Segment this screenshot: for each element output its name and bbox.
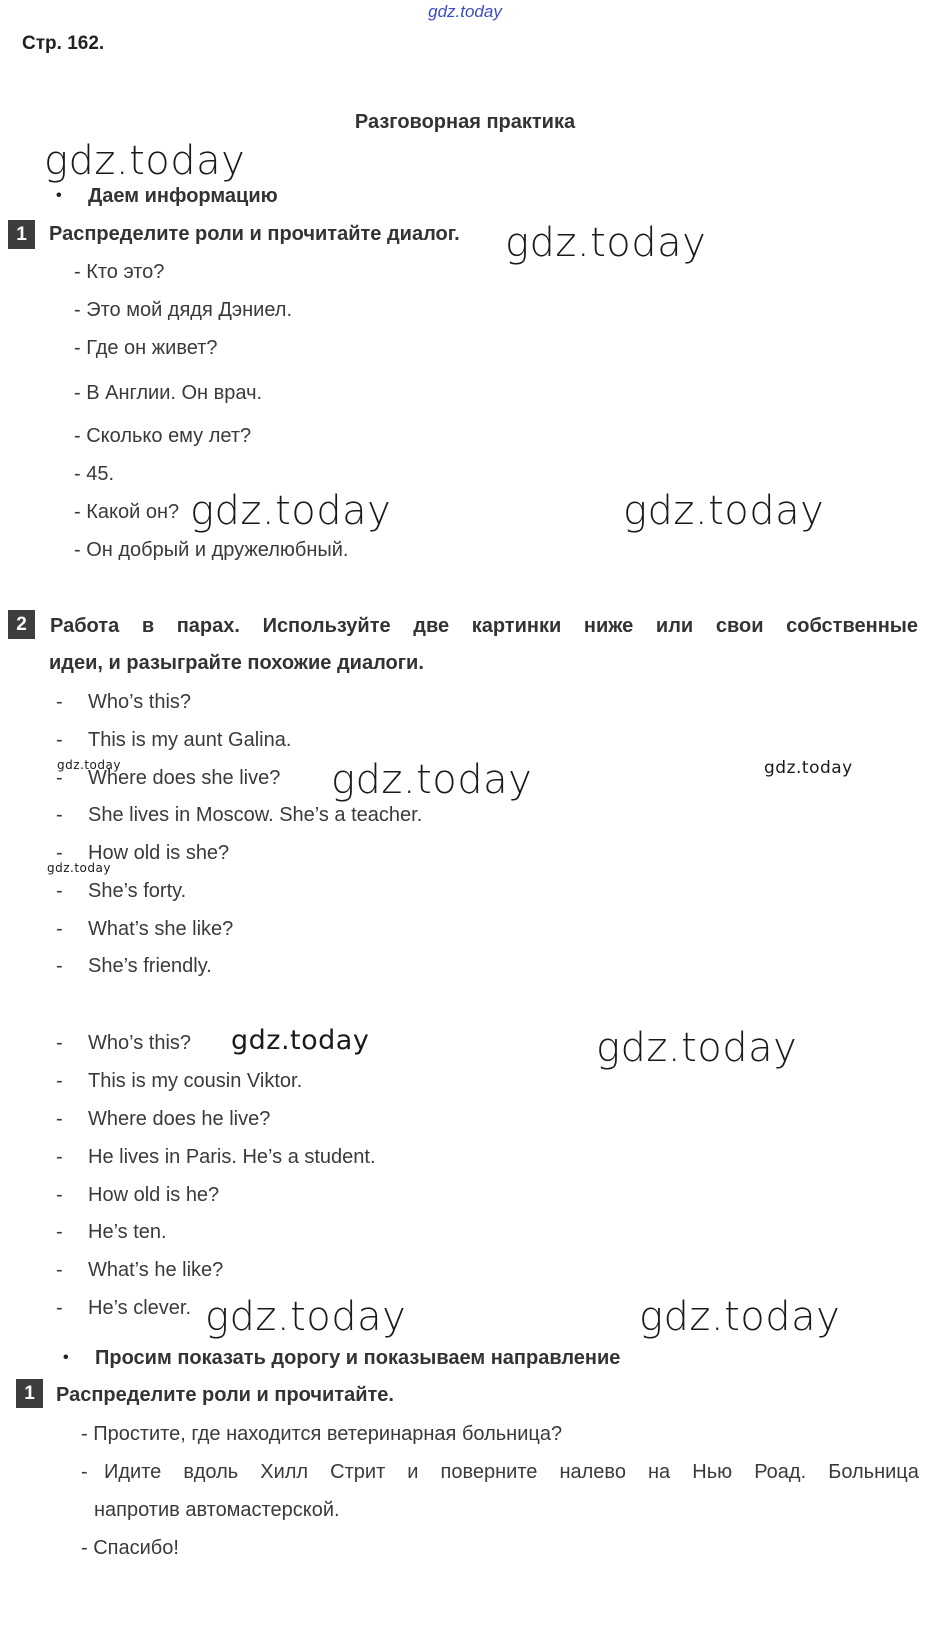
dialog-line: He’s clever.: [88, 1297, 192, 1319]
instruction-word: картинки: [471, 615, 562, 637]
dialog-line: - В Англии. Он врач.: [74, 382, 263, 404]
watermark: gdz.today: [331, 757, 533, 803]
dialog-word: на: [648, 1461, 671, 1483]
watermark: gdz.today: [47, 861, 111, 875]
dash: -: [56, 842, 63, 864]
dialog-line: She’s forty.: [88, 880, 187, 902]
top-watermark: gdz.today: [428, 2, 502, 21]
bullet-icon: •: [56, 187, 62, 204]
dialog-line: How old is she?: [88, 842, 230, 864]
dialog-line: Where does he live?: [88, 1108, 271, 1130]
dash: -: [56, 1184, 63, 1206]
instruction-word: или: [655, 615, 694, 637]
dash: -: [56, 1108, 63, 1130]
dialog-line: - Сколько ему лет?: [74, 425, 252, 447]
dash: -: [81, 1461, 88, 1483]
dialog-line: What’s she like?: [88, 918, 234, 940]
dialog-line: - Спасибо!: [81, 1537, 179, 1559]
subsection-heading: Просим показать дорогу и показываем направление: [95, 1347, 621, 1369]
dialog-line: - Это мой дядя Дэниел.: [74, 299, 293, 321]
dialog-word: поверните: [440, 1461, 538, 1483]
dash: -: [56, 767, 63, 789]
dash: -: [56, 1070, 63, 1092]
dialog-line: - Где он живет?: [74, 337, 218, 359]
watermark: gdz.today: [57, 758, 121, 772]
dialog-line: Who’s this?: [88, 691, 192, 713]
dash: -: [56, 1259, 63, 1281]
instruction-word: в: [141, 615, 155, 637]
dialog-word: Нью: [692, 1461, 733, 1483]
watermark: gdz.today: [764, 758, 853, 778]
dialog-line: - 45.: [74, 463, 115, 485]
task-instruction-line1: [50, 615, 918, 638]
task-number-badge: 2: [8, 610, 35, 639]
dialog-line-justified: [104, 1461, 919, 1484]
task-number-badge: 1: [16, 1379, 43, 1408]
instruction-word: ниже: [583, 615, 634, 637]
dialog-line: - Он добрый и дружелюбный.: [74, 539, 349, 561]
dialog-line: She’s friendly.: [88, 955, 212, 977]
dialog-line: - Кто это?: [74, 261, 165, 283]
dialog-word: Больница: [828, 1461, 919, 1483]
dialog-word: и: [407, 1461, 419, 1483]
watermark: gdz.today: [505, 220, 707, 266]
dialog-line: How old is he?: [88, 1184, 220, 1206]
dash: -: [56, 1297, 63, 1319]
dialog-line: - Какой он?: [74, 501, 180, 523]
dialog-word: налево: [559, 1461, 626, 1483]
watermark: gdz.today: [623, 488, 825, 534]
dash: -: [56, 729, 63, 751]
task-instruction-line2: идеи, и разыграйте похожие диалоги.: [49, 652, 424, 674]
dialog-word: вдоль: [183, 1461, 239, 1483]
dash: -: [56, 691, 63, 713]
task-instruction: Распределите роли и прочитайте.: [56, 1384, 394, 1406]
dash: -: [56, 804, 63, 826]
watermark: gdz.today: [205, 1294, 407, 1340]
watermark: gdz.today: [190, 488, 392, 534]
dash: -: [56, 955, 63, 977]
dialog-word: Стрит: [330, 1461, 386, 1483]
section-title: Разговорная практика: [354, 111, 576, 133]
instruction-word: две: [413, 615, 450, 637]
dialog-line-continuation: напротив автомастерской.: [94, 1499, 340, 1521]
page-number: Стр. 162.: [22, 33, 105, 54]
instruction-word: свои: [715, 615, 764, 637]
dialog-line: This is my cousin Viktor.: [88, 1070, 303, 1092]
dialog-line: Who’s this?: [88, 1032, 192, 1054]
dialog-word: Роад.: [754, 1461, 807, 1483]
watermark: gdz.today: [44, 138, 246, 184]
dialog-line: What’s he like?: [88, 1259, 224, 1281]
dash: -: [56, 880, 63, 902]
instruction-word: Используйте: [262, 615, 391, 637]
subsection-heading: Даем информацию: [88, 185, 278, 207]
dialog-line: She lives in Moscow. She’s a teacher.: [88, 804, 423, 826]
instruction-word: парах.: [176, 615, 240, 637]
task-number-badge: 1: [8, 220, 35, 249]
dash: -: [56, 1146, 63, 1168]
dash: -: [56, 918, 63, 940]
bullet-icon: •: [63, 1349, 69, 1366]
dialog-line: He lives in Paris. He’s a student.: [88, 1146, 376, 1168]
task-instruction: Распределите роли и прочитайте диалог.: [49, 223, 460, 245]
dash: -: [56, 1032, 63, 1054]
dialog-line: - Простите, где находится ветеринарная больница?: [81, 1423, 563, 1445]
dialog-word: Идите: [104, 1461, 162, 1483]
watermark: gdz.today: [596, 1025, 798, 1071]
dialog-line: He’s ten.: [88, 1221, 167, 1243]
dash: -: [56, 1221, 63, 1243]
dialog-word: Хилл: [260, 1461, 309, 1483]
instruction-word: собственные: [786, 615, 918, 637]
dialog-line: Where does she live?: [88, 767, 281, 789]
instruction-word: Работа: [50, 615, 120, 637]
dialog-line: This is my aunt Galina.: [88, 729, 292, 751]
watermark: gdz.today: [231, 1025, 370, 1056]
watermark: gdz.today: [639, 1294, 841, 1340]
